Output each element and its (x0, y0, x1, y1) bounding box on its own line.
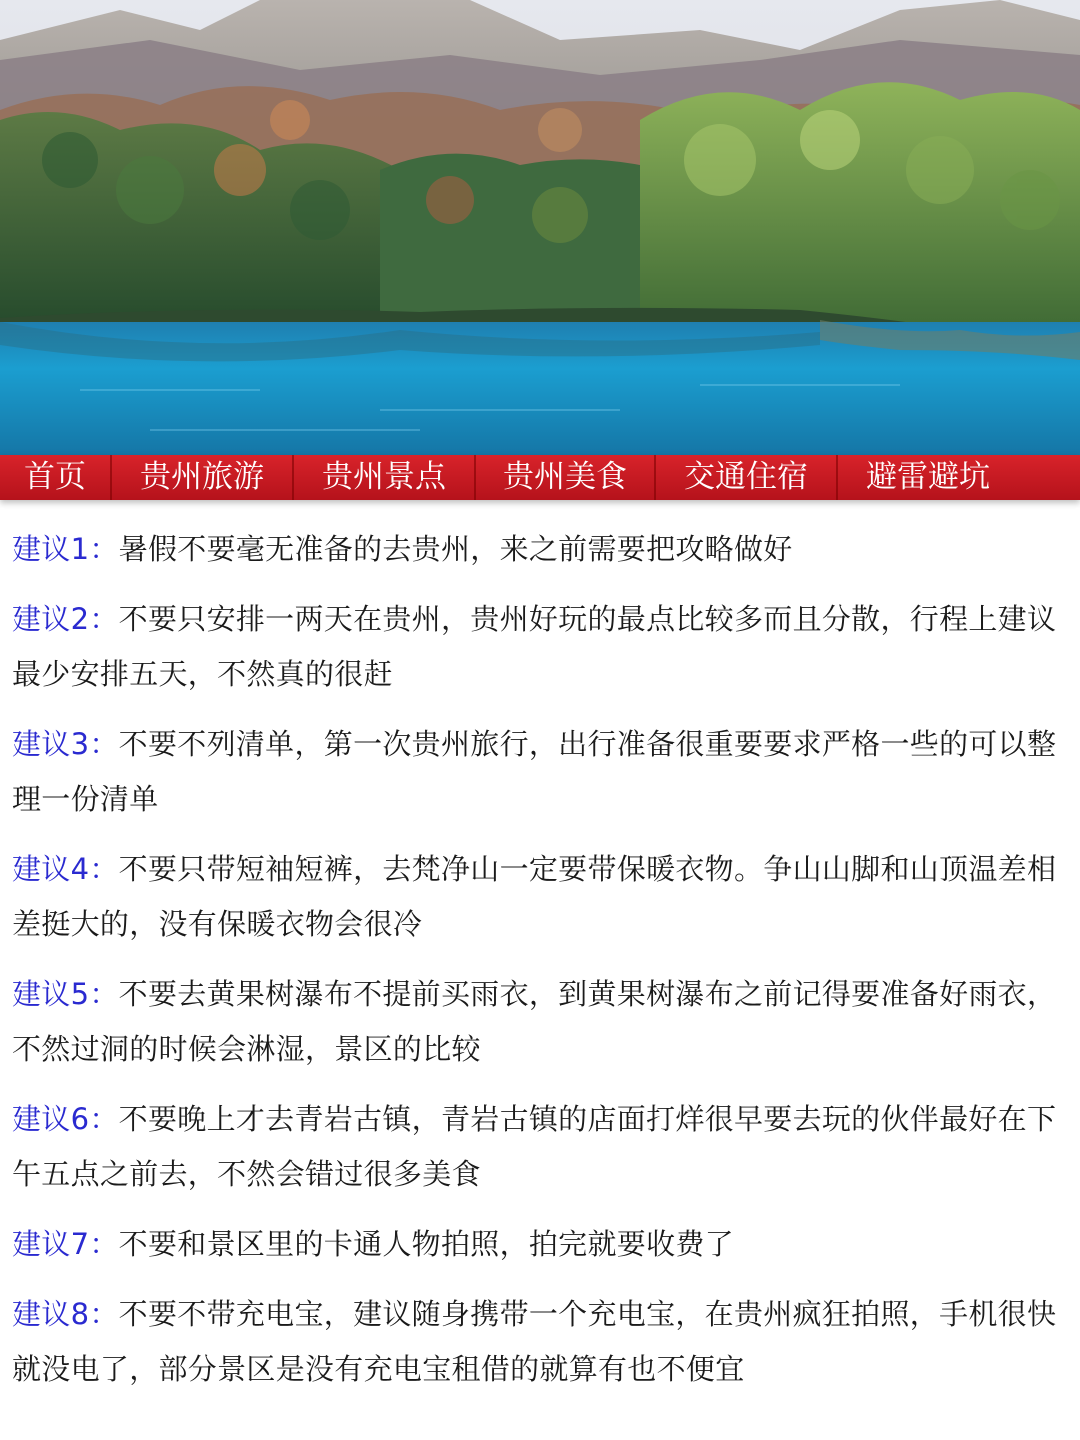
tip-item (12, 1092, 1062, 1202)
tip-label: 建议3 (12, 727, 90, 761)
tip-separator: ： (89, 602, 119, 636)
tip-text: 不要去黄果树瀑布不提前买雨衣，到黄果树瀑布之前记得要准备好雨衣，不然过洞的时候会淋湿，景区的比较 (12, 977, 1057, 1066)
tips-list (12, 522, 1062, 1412)
tip-text: 暑假不要毫无准备的去贵州，来之前需要把攻略做好 (118, 532, 793, 566)
nav-item-transport-lodging[interactable]: 交通住宿 (656, 455, 838, 500)
nav-item-guizhou-food[interactable]: 贵州美食 (476, 455, 656, 500)
tip-item (12, 1287, 1062, 1397)
tip-separator: ： (89, 532, 119, 566)
nav-item-guizhou-attractions[interactable]: 贵州景点 (294, 455, 476, 500)
tip-label: 建议7 (12, 1227, 90, 1261)
tip-separator: ： (89, 1297, 119, 1331)
tip-item (12, 592, 1062, 702)
tip-text: 不要晚上才去青岩古镇，青岩古镇的店面打烊很早要去玩的伙伴最好在下午五点之前去，不然会错过很多美食 (12, 1102, 1057, 1191)
tip-label: 建议1 (12, 532, 90, 566)
tip-item (12, 842, 1062, 952)
nav-item-home[interactable]: 首页 (0, 455, 112, 500)
tip-label: 建议5 (12, 977, 90, 1011)
tip-label: 建议2 (12, 602, 90, 636)
tip-item (12, 522, 1062, 577)
tip-separator: ： (89, 852, 119, 886)
tip-text: 不要只带短袖短裤，去梵净山一定要带保暖衣物。争山山脚和山顶温差相差挺大的，没有保暖衣物会很冷 (12, 852, 1057, 941)
nav-item-guizhou-travel[interactable]: 贵州旅游 (112, 455, 294, 500)
tip-item (12, 717, 1062, 827)
main-nav-bar (0, 455, 1080, 500)
tip-label: 建议6 (12, 1102, 90, 1136)
tip-item (12, 967, 1062, 1077)
tip-label: 建议8 (12, 1297, 90, 1331)
tip-text: 不要不带充电宝，建议随身携带一个充电宝，在贵州疯狂拍照，手机很快就没电了，部分景区是没有充电宝租借的就算有也不便宜 (12, 1297, 1057, 1386)
tip-text: 不要不列清单，第一次贵州旅行，出行准备很重要要求严格一些的可以整理一份清单 (12, 727, 1057, 816)
tip-separator: ： (89, 727, 119, 761)
tip-text: 不要和景区里的卡通人物拍照，拍完就要收费了 (118, 1227, 734, 1261)
tip-label: 建议4 (12, 852, 90, 886)
tip-separator: ： (89, 1227, 119, 1261)
nav-item-pitfalls[interactable]: 避雷避坑 (866, 459, 990, 495)
tip-text: 不要只安排一两天在贵州，贵州好玩的最点比较多而且分散，行程上建议最少安排五天，不然真的很赶 (12, 602, 1057, 691)
hero-landscape-image (0, 0, 1080, 455)
tip-separator: ： (89, 977, 119, 1011)
tip-item (12, 1217, 1062, 1272)
tip-separator: ： (89, 1102, 119, 1136)
